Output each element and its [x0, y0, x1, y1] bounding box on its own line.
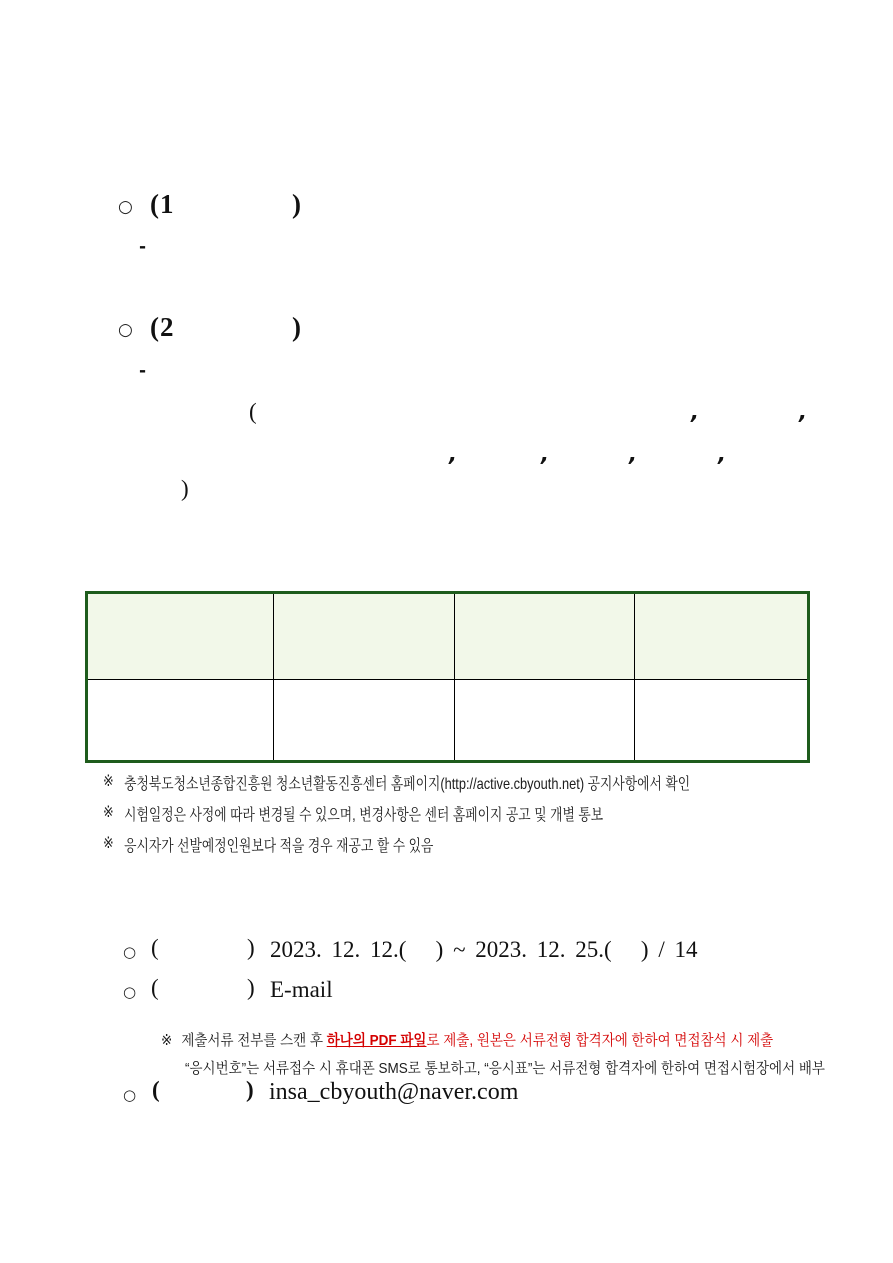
table-header-cell	[454, 594, 635, 679]
pdf-file-highlight: 하나의 PDF 파일	[326, 1032, 427, 1049]
table-header-cell	[634, 594, 807, 679]
schedule-table	[85, 591, 810, 763]
item2-open-paren: (2	[150, 312, 175, 342]
note-red-suffix: 로 제출, 원본은 서류전형 합격자에 한하여 면접참석 시 제출	[426, 1032, 774, 1049]
table-row	[88, 679, 807, 760]
sub-dash: -	[139, 361, 147, 381]
note-black-prefix: 제출서류 전부를 스캔 후	[181, 1032, 327, 1049]
paren-block-comma: ,	[691, 400, 699, 424]
note-text: 응시자가 선발예정인원보다 적을 경우 재공고 할 수 있음	[124, 838, 434, 855]
paren-block-comma: ,	[629, 442, 637, 466]
label-open-paren: (	[151, 975, 159, 1000]
label-close-paren: )	[247, 935, 255, 960]
note-line	[103, 833, 433, 856]
note-line	[103, 802, 603, 825]
note-text: 시험일정은 사정에 따라 변경될 수 있으며, 변경사항은 센터 홈페이지 공고 및 개별 통보	[124, 807, 604, 824]
table-cell	[273, 680, 454, 760]
bullet-circle-icon: ○	[118, 320, 133, 340]
item1-open-paren: (1	[150, 189, 175, 219]
table-cell	[454, 680, 635, 760]
label-close-paren: )	[247, 975, 255, 1000]
item1-close-paren: )	[292, 189, 302, 219]
table-cell	[634, 680, 807, 760]
paren-block-open: (	[249, 399, 257, 424]
table-header-cell	[88, 594, 273, 679]
note-text: 충청북도청소년종합진흥원 청소년활동진흥센터 홈페이지(http://active.cbyouth.net) 공지사항에서 확인	[124, 776, 691, 793]
bullet-circle-icon: ○	[123, 1086, 137, 1104]
note-line2-text: “응시번호”는 서류접수 시 휴대폰 SMS로 통보하고, “응시표”는 서류전형 합격자에 한하여 면접시험장에서 배부	[185, 1060, 825, 1077]
label-open-paren: (	[152, 1077, 160, 1102]
reference-mark-icon: ※	[103, 804, 114, 821]
paren-block-close: )	[181, 476, 189, 501]
reference-mark-icon: ※	[103, 835, 114, 852]
bullet-circle-icon: ○	[123, 983, 137, 1001]
label-close-paren: )	[246, 1077, 254, 1102]
note-line	[103, 771, 690, 794]
paren-block-comma: ,	[449, 442, 457, 466]
reference-mark-icon: ※	[103, 773, 114, 790]
paren-block-comma: ,	[799, 400, 807, 424]
bullet-circle-icon: ○	[118, 197, 133, 217]
table-header-row	[88, 594, 807, 679]
email-address-text: insa_cbyouth@naver.com	[269, 1079, 519, 1105]
application-period-text: 2023. 12. 12.( ) ~ 2023. 12. 25.( ) / 14	[270, 937, 698, 962]
table-cell	[88, 680, 273, 760]
table-header-cell	[273, 594, 454, 679]
item2-close-paren: )	[292, 312, 302, 342]
paren-block-comma: ,	[541, 442, 549, 466]
bullet-circle-icon: ○	[123, 943, 137, 961]
sub-dash: -	[139, 237, 147, 257]
label-open-paren: (	[151, 935, 159, 960]
paren-block-comma: ,	[718, 442, 726, 466]
submission-method-text: E-mail	[270, 977, 333, 1002]
reference-mark-icon: ※	[161, 1032, 173, 1049]
